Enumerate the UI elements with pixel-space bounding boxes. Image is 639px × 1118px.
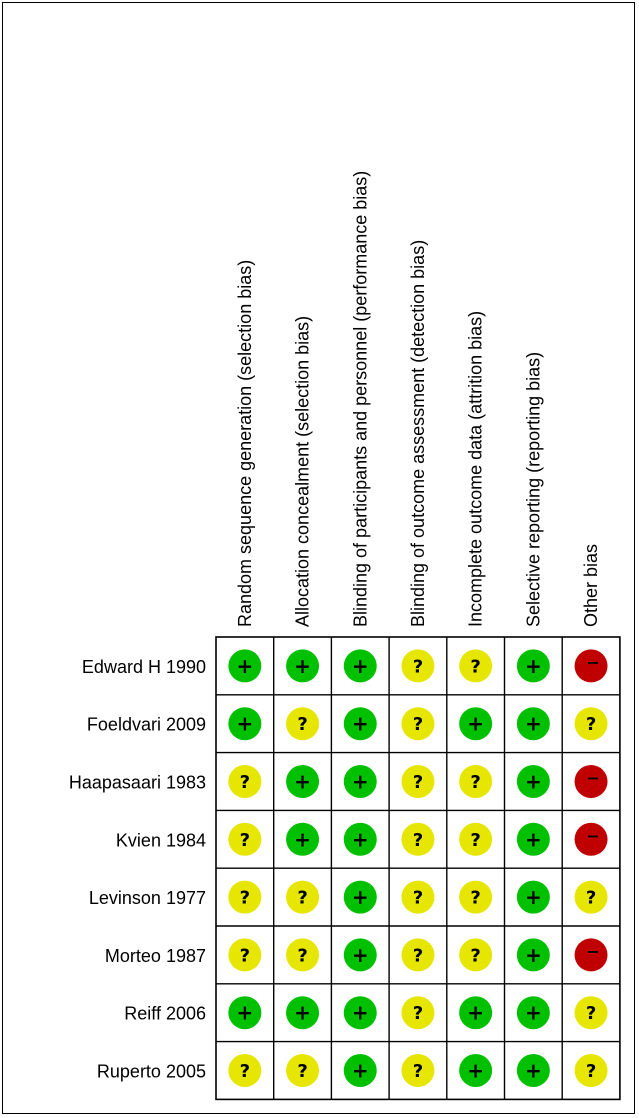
rating-symbol: ? [297, 1061, 308, 1082]
rating-unclear-mark [228, 881, 261, 914]
domain-label: Selective reporting (reporting bias) [523, 351, 544, 627]
rating-unclear-mark [401, 823, 434, 856]
rating-symbol: + [351, 1058, 369, 1083]
rating-unclear-mark [228, 823, 261, 856]
rating-symbol: ? [412, 887, 424, 909]
rating-symbol: ? [470, 945, 481, 967]
rating-symbol: + [294, 653, 311, 678]
rating-symbol: + [524, 885, 542, 910]
rating-unclear-mark [575, 881, 608, 914]
rating-unclear-mark [459, 823, 492, 856]
rating-unclear-mark [286, 881, 319, 914]
domain-label: Incomplete outcome data (attrition bias) [465, 310, 486, 627]
rating-low-mark [517, 1054, 550, 1087]
rating-symbol: + [524, 653, 542, 678]
rating-symbol: + [236, 711, 254, 736]
rating-symbol: + [351, 827, 369, 852]
rating-low-mark [517, 765, 550, 798]
study-label: Kvien 1984 [115, 830, 206, 851]
rating-symbol: + [524, 711, 542, 736]
rating-high-mark [575, 823, 608, 856]
rating-symbol: + [351, 885, 369, 910]
rating-symbol: ? [412, 829, 424, 851]
rating-unclear-mark [228, 938, 261, 971]
rating-unclear-mark [228, 765, 261, 798]
rating-symbol: ? [239, 887, 251, 909]
rating-unclear-mark [401, 765, 434, 798]
rating-low-mark [286, 765, 319, 798]
rating-symbol: − [586, 768, 600, 788]
rating-symbol: ? [412, 945, 424, 967]
rating-symbol: ? [470, 887, 481, 909]
rating-symbol: ? [412, 1061, 424, 1082]
rating-symbol: + [351, 769, 369, 794]
rating-unclear-mark [286, 707, 319, 740]
rating-low-mark [517, 938, 550, 971]
rating-low-mark [344, 938, 377, 971]
rating-low-mark [517, 996, 550, 1029]
rating-low-mark [344, 707, 377, 740]
domain-labels [235, 171, 601, 627]
rating-symbol: ? [297, 945, 308, 967]
rating-symbol: ? [585, 1003, 597, 1025]
rating-low-mark [459, 707, 492, 740]
rating-unclear-mark [459, 765, 492, 798]
rating-unclear-mark [459, 649, 492, 682]
rating-symbol: + [351, 653, 369, 678]
study-label: Levinson 1977 [88, 888, 206, 909]
rating-low-mark [286, 996, 319, 1029]
rating-symbol: ? [470, 656, 481, 678]
rating-low-mark [344, 765, 377, 798]
rating-low-mark [517, 707, 550, 740]
rating-symbol: + [351, 711, 369, 736]
rating-symbol: ? [412, 714, 424, 736]
rating-symbol: + [524, 1058, 542, 1083]
rating-symbol: ? [239, 945, 251, 967]
rating-unclear-mark [401, 649, 434, 682]
domain-label: Allocation concealment (selection bias) [292, 315, 313, 627]
rating-symbol: ? [470, 829, 481, 851]
rating-symbol: ? [585, 887, 597, 909]
rating-unclear-mark [401, 881, 434, 914]
rating-grid [216, 637, 620, 1099]
rating-low-mark [344, 996, 377, 1029]
rating-symbol: + [467, 1058, 485, 1083]
rating-symbol: + [467, 1000, 485, 1025]
study-label: Morteo 1987 [104, 945, 206, 966]
study-labels [69, 657, 206, 1082]
rating-unclear-mark [401, 996, 434, 1029]
rating-high-mark [575, 649, 608, 682]
rating-low-mark [459, 996, 492, 1029]
rating-symbol: − [586, 826, 600, 846]
rating-symbol: − [586, 941, 600, 961]
rating-symbol: ? [470, 772, 481, 793]
rating-low-mark [228, 707, 261, 740]
rating-unclear-mark [575, 707, 608, 740]
rating-high-mark [575, 938, 608, 971]
rating-low-mark [228, 996, 261, 1029]
rating-unclear-mark [286, 938, 319, 971]
rating-low-mark [517, 649, 550, 682]
study-label: Ruperto 2005 [96, 1061, 206, 1082]
rating-symbol: + [236, 1000, 254, 1025]
rating-symbol: ? [585, 1061, 597, 1082]
rating-symbol: ? [412, 772, 424, 793]
rating-low-mark [344, 881, 377, 914]
study-label: Haapasaari 1983 [68, 772, 206, 793]
rating-symbol: ? [412, 656, 424, 678]
study-label: Foeldvari 2009 [86, 714, 206, 735]
rating-unclear-mark [459, 881, 492, 914]
rating-unclear-mark [286, 1054, 319, 1087]
study-label: Edward H 1990 [81, 656, 206, 677]
rating-unclear-mark [401, 1054, 434, 1087]
rating-symbol: + [294, 1000, 311, 1025]
rating-symbol: ? [239, 829, 251, 851]
rating-unclear-mark [575, 1054, 608, 1087]
rating-low-mark [286, 823, 319, 856]
rating-low-mark [517, 823, 550, 856]
rating-symbol: ? [297, 714, 308, 736]
domain-label: Blinding of participants and personnel (performance bias) [350, 170, 371, 627]
rating-low-mark [228, 649, 261, 682]
rating-symbol: + [467, 711, 485, 736]
rating-unclear-mark [228, 1054, 261, 1087]
rating-low-mark [459, 1054, 492, 1087]
rating-symbol: ? [239, 772, 251, 793]
rating-unclear-mark [459, 938, 492, 971]
rating-symbol: + [524, 942, 542, 967]
rating-low-mark [517, 881, 550, 914]
rating-symbol: + [294, 827, 311, 852]
rating-symbol: + [236, 653, 254, 678]
rating-symbol: ? [239, 1061, 251, 1082]
rating-symbol: ? [585, 714, 597, 736]
rating-unclear-mark [575, 996, 608, 1029]
rating-high-mark [575, 765, 608, 798]
rating-symbol: + [524, 769, 542, 794]
domain-label: Random sequence generation (selection bias) [234, 259, 255, 627]
rating-symbol: + [524, 1000, 542, 1025]
domain-label: Blinding of outcome assessment (detection bias) [407, 239, 428, 627]
rating-symbol: + [351, 942, 369, 967]
rating-low-mark [344, 1054, 377, 1087]
domain-label: Other bias [581, 543, 602, 627]
rating-low-mark [344, 649, 377, 682]
rating-symbol: + [294, 769, 311, 794]
rating-symbol: − [586, 652, 600, 672]
rating-unclear-mark [401, 707, 434, 740]
rating-low-mark [344, 823, 377, 856]
rating-symbol: ? [297, 887, 308, 909]
rating-symbol: + [351, 1000, 369, 1025]
rating-unclear-mark [401, 938, 434, 971]
rating-low-mark [286, 649, 319, 682]
rating-symbol: + [524, 827, 542, 852]
rating-symbol: ? [412, 1003, 424, 1025]
study-label: Reiff 2006 [124, 1003, 206, 1024]
